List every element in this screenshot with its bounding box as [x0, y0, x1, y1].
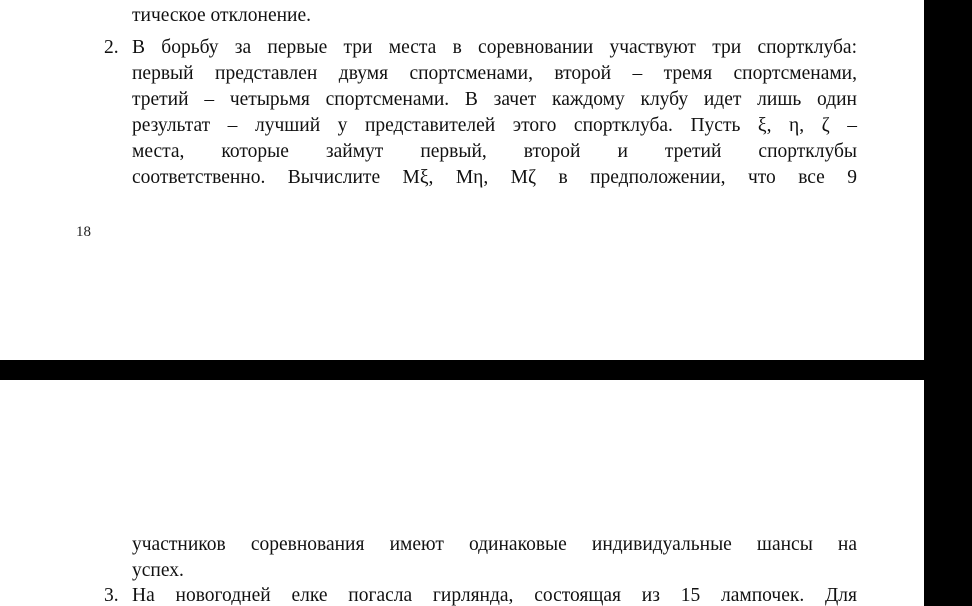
problem-2-line-4: результат – лучший у представителей этого спортклуба. Пусть ξ, η, ζ –: [132, 115, 857, 136]
problem-2-line-6: соответственно. Вычислите Mξ, Mη, Mζ в предположении, что все 9: [132, 167, 857, 188]
text-block: [0, 380, 924, 606]
problem-2-line-5: места, которые займут первый, второй и третий спортклубы: [132, 141, 857, 162]
problem-2-line-1: В борьбу за первые три места в соревновании участвуют три спортклуба:: [132, 37, 857, 58]
problem-number: 3.: [104, 585, 119, 606]
continuation-line: тическое отклонение.: [132, 5, 312, 26]
continuation-line-2: успех.: [132, 560, 184, 581]
problem-2-line-2: первый представлен двумя спортсменами, второй – тремя спортсменами,: [132, 63, 857, 84]
document-page-bottom: [0, 380, 924, 606]
page-number: 18: [76, 224, 91, 240]
continuation-line-1: участников соревнования имеют одинаковые индивидуальные шансы на: [132, 534, 857, 555]
problem-2-line-3: третий – четырьмя спортсменами. В зачет каждому клубу идет лишь один: [132, 89, 857, 110]
problem-3-line-1: На новогодней елке погасла гирлянда, состоящая из 15 лампочек. Для: [132, 585, 857, 606]
problem-number: 2.: [104, 37, 119, 58]
